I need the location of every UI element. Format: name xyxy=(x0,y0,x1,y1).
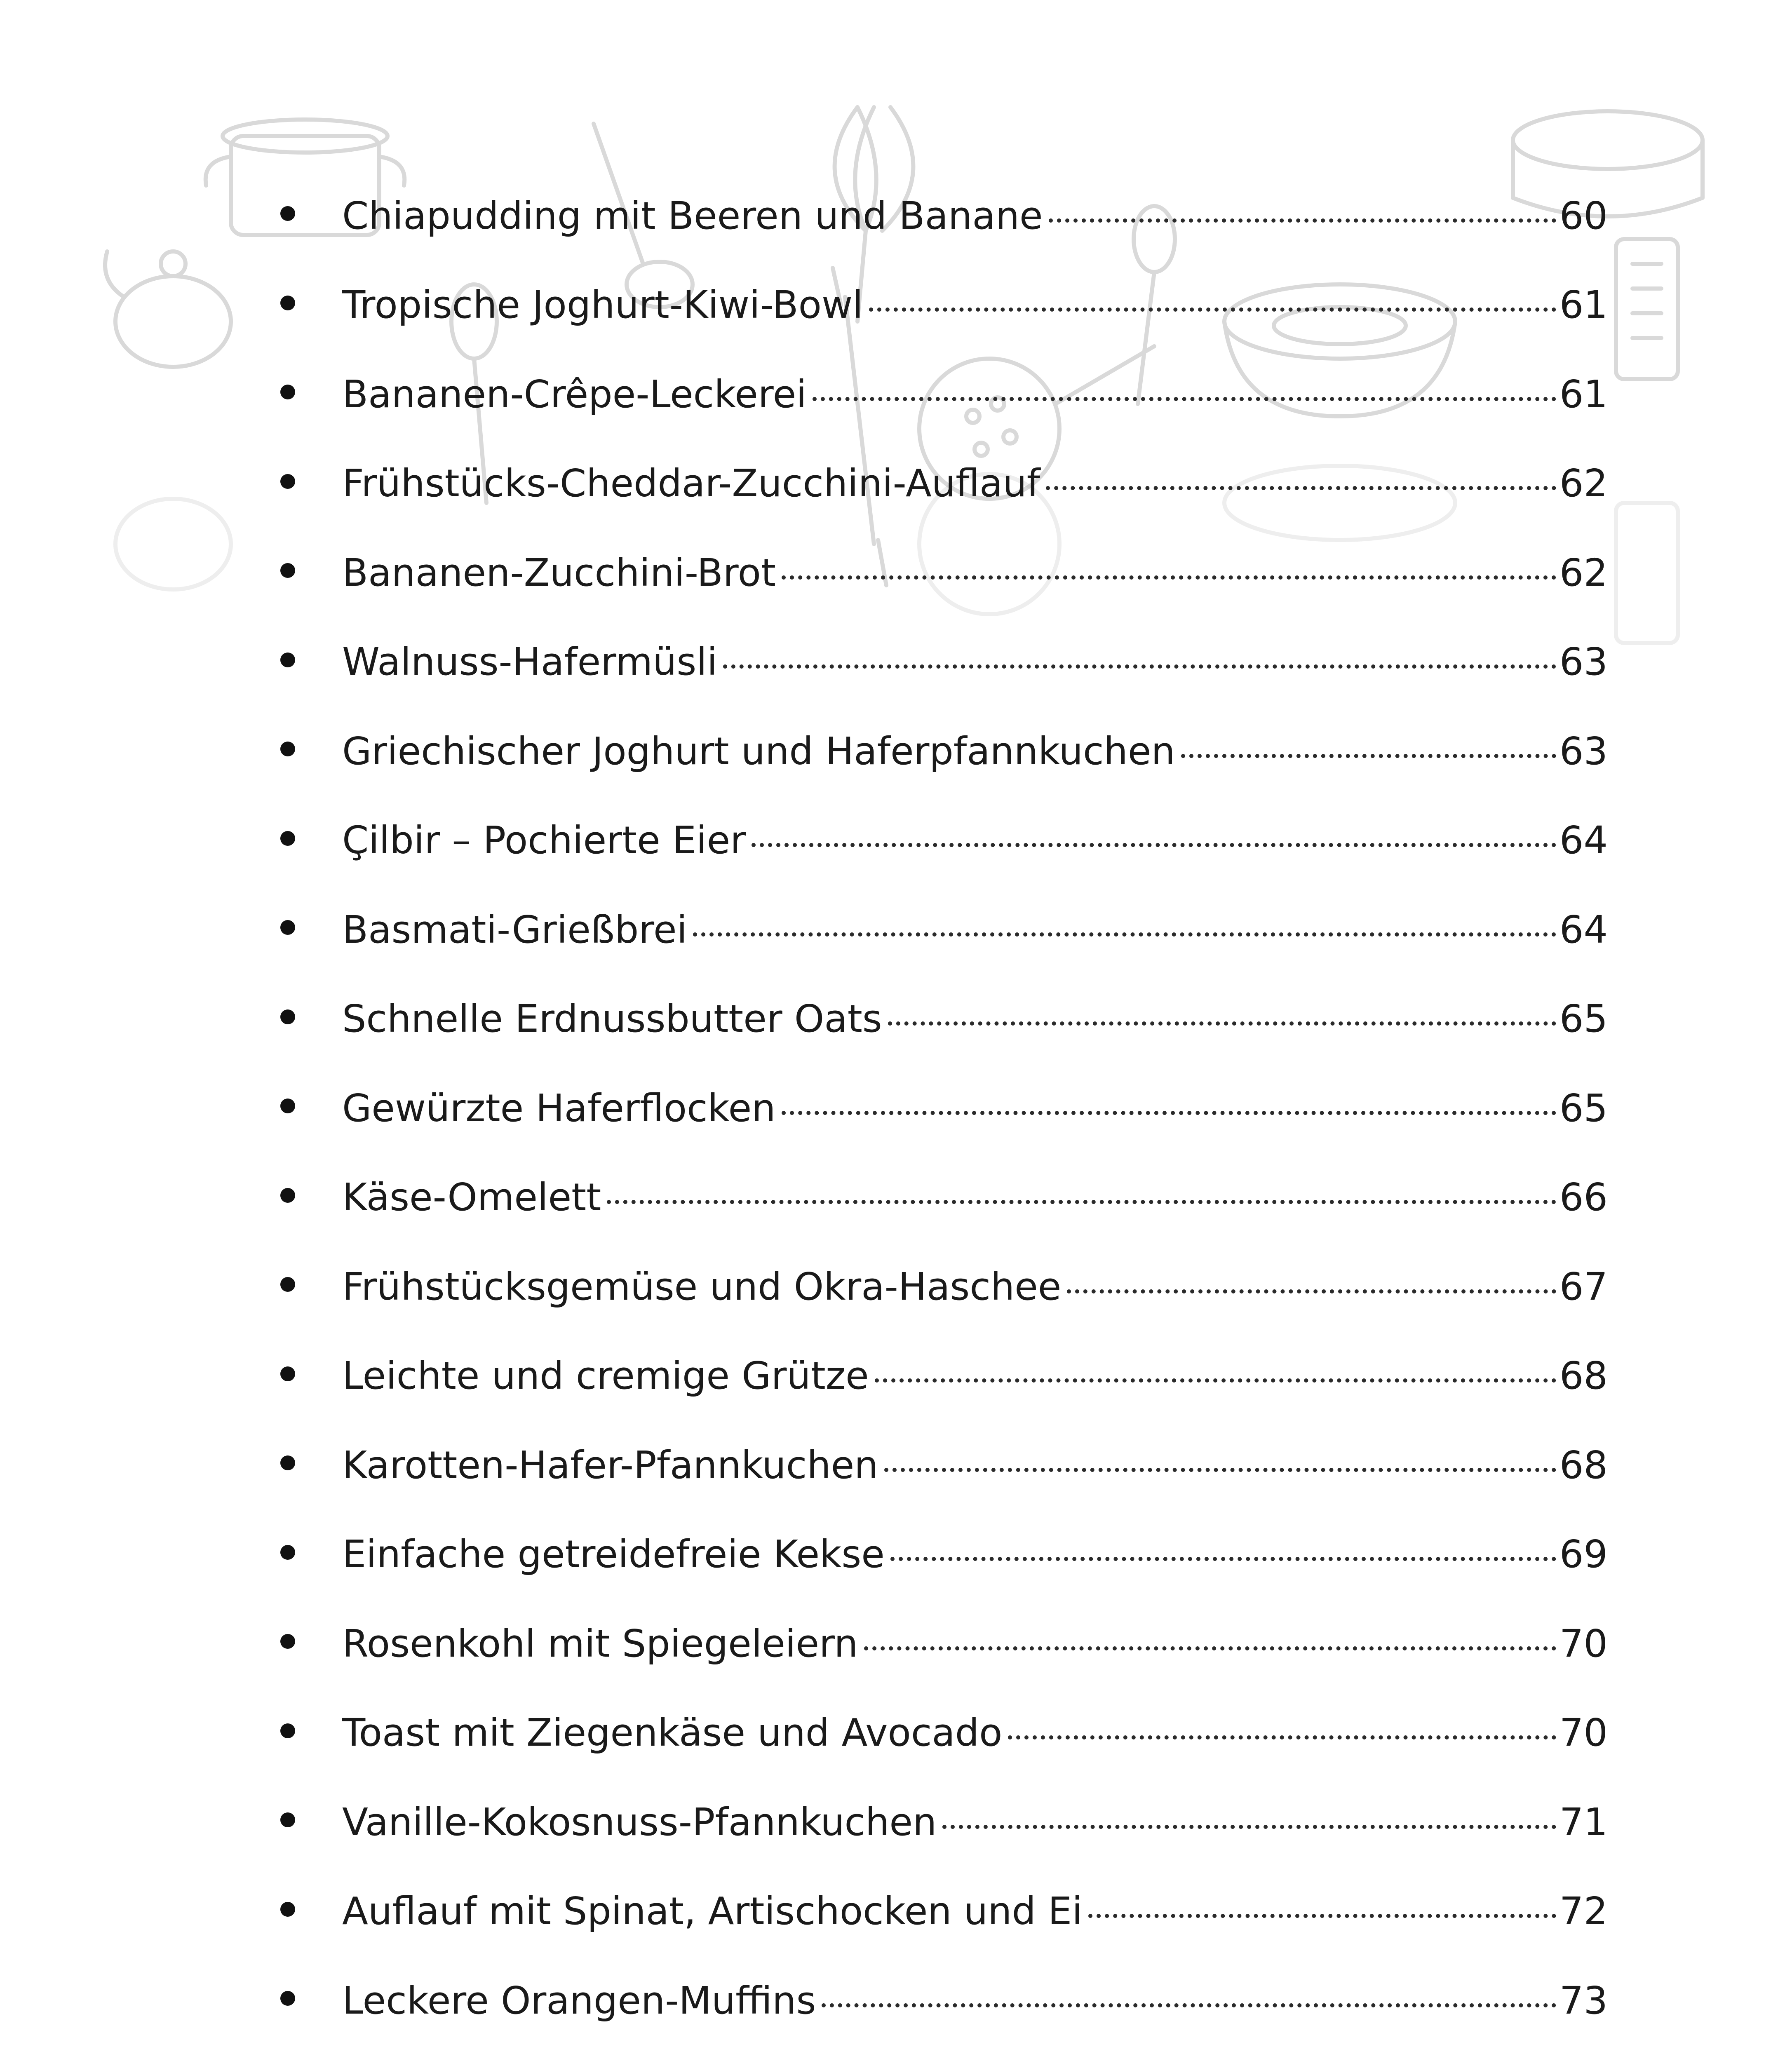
toc-entry[interactable] xyxy=(272,258,1608,348)
toc-entry-line xyxy=(342,1708,1608,1753)
toc-entry-line xyxy=(342,1976,1608,2021)
bullet-icon xyxy=(280,1188,295,1203)
toc-entry-title: Vanille-Kokosnuss-Pfannkuchen xyxy=(342,1800,937,1844)
toc-entry[interactable] xyxy=(272,1954,1608,2043)
toc-entry[interactable] xyxy=(272,615,1608,705)
toc-entry-title: Chiapudding mit Beeren und Banane xyxy=(342,193,1043,238)
toc-entry-line xyxy=(342,1172,1608,1218)
toc-entry[interactable] xyxy=(272,2043,1608,2061)
dot-leader xyxy=(782,548,1556,586)
toc-entry[interactable] xyxy=(272,437,1608,526)
toc-entry-page: 61 xyxy=(1559,372,1608,416)
bullet-icon xyxy=(280,1277,295,1292)
toc-entry-line xyxy=(342,1351,1608,1397)
dot-leader xyxy=(864,1619,1556,1657)
toc-entry-page: 60 xyxy=(1559,193,1608,238)
dot-leader xyxy=(1088,1886,1556,1924)
dot-leader xyxy=(884,1440,1556,1478)
bullet-icon xyxy=(280,920,295,935)
toc-entry-page: 65 xyxy=(1559,997,1608,1041)
toc-entry-page: 67 xyxy=(1559,1264,1608,1309)
toc-entry-line xyxy=(342,1083,1608,1129)
bullet-icon xyxy=(280,653,295,667)
toc-entry-page: 66 xyxy=(1559,1175,1608,1220)
toc-entry-line xyxy=(342,905,1608,951)
toc-entry[interactable] xyxy=(272,347,1608,437)
toc-entry-line xyxy=(342,994,1608,1040)
toc-entry[interactable] xyxy=(272,1240,1608,1329)
toc-entry-title: Walnuss-Hafermüsli xyxy=(342,640,718,684)
dot-leader xyxy=(888,994,1556,1032)
toc-entry[interactable] xyxy=(272,1865,1608,1954)
toc-entry[interactable] xyxy=(272,1508,1608,1597)
toc-entry[interactable] xyxy=(272,794,1608,883)
toc-entry-line xyxy=(342,369,1608,415)
toc-entry[interactable] xyxy=(272,972,1608,1062)
bullet-icon xyxy=(280,206,295,221)
toc-entry-page: 72 xyxy=(1559,1889,1608,1934)
toc-entry-title: Bananen-Crêpe-Leckerei xyxy=(342,372,807,416)
toc-entry[interactable] xyxy=(272,1775,1608,1865)
table-of-contents xyxy=(272,169,1608,2061)
toc-entry-title: Leichte und cremige Grütze xyxy=(342,1354,869,1398)
dot-leader xyxy=(1181,726,1556,764)
toc-entry-line xyxy=(342,191,1608,237)
toc-entry[interactable] xyxy=(272,1329,1608,1419)
toc-entry[interactable] xyxy=(272,704,1608,794)
toc-entry-line xyxy=(342,1440,1608,1486)
dot-leader xyxy=(1067,1262,1556,1300)
toc-entry-line xyxy=(342,458,1608,504)
toc-entry-title: Karotten-Hafer-Pfannkuchen xyxy=(342,1443,878,1487)
toc-entry-line xyxy=(342,1529,1608,1575)
toc-entry-title: Toast mit Ziegenkäse und Avocado xyxy=(342,1711,1003,1755)
bullet-icon xyxy=(280,831,295,846)
dot-leader xyxy=(869,280,1556,318)
dot-leader xyxy=(875,1351,1556,1389)
toc-entry-line xyxy=(342,815,1608,861)
toc-entry-line xyxy=(342,1886,1608,1932)
bullet-icon xyxy=(280,385,295,399)
toc-entry-page: 61 xyxy=(1559,283,1608,327)
toc-entry-title: Bananen-Zucchini-Brot xyxy=(342,550,776,595)
bullet-icon xyxy=(280,1812,295,1827)
toc-entry-title: Schnelle Erdnussbutter Oats xyxy=(342,997,882,1041)
toc-entry-title: Leckere Orangen-Muffins xyxy=(342,1978,816,2023)
bullet-icon xyxy=(280,742,295,756)
bullet-icon xyxy=(280,296,295,310)
dot-leader xyxy=(693,905,1556,943)
toc-entry-title: Gewürzte Haferflocken xyxy=(342,1086,776,1130)
toc-entry[interactable] xyxy=(272,1686,1608,1776)
toc-entry-line xyxy=(342,1262,1608,1307)
kettle-icon xyxy=(105,251,231,367)
toc-entry[interactable] xyxy=(272,1597,1608,1686)
toc-entry[interactable] xyxy=(272,1418,1608,1508)
toc-entry-line xyxy=(342,1619,1608,1664)
toc-entry-page: 70 xyxy=(1559,1711,1608,1755)
toc-entry-line xyxy=(342,280,1608,326)
dot-leader xyxy=(752,815,1556,853)
bullet-icon xyxy=(280,1009,295,1024)
bullet-icon xyxy=(280,474,295,489)
toc-entry-title: Griechischer Joghurt und Haferpfannkuchen xyxy=(342,729,1175,773)
dot-leader xyxy=(1008,1708,1556,1746)
toc-entry-page: 64 xyxy=(1559,907,1608,952)
bullet-icon xyxy=(280,1634,295,1649)
bullet-icon xyxy=(280,1099,295,1113)
toc-entry[interactable] xyxy=(272,169,1608,258)
toc-entry-title: Auflauf mit Spinat, Artischocken und Ei xyxy=(342,1889,1083,1934)
toc-entry-title: Frühstücksgemüse und Okra-Haschee xyxy=(342,1264,1062,1309)
toc-entry-page: 62 xyxy=(1559,550,1608,595)
toc-entry-page: 63 xyxy=(1559,729,1608,773)
toc-entry-page: 71 xyxy=(1559,1800,1608,1844)
toc-entry[interactable] xyxy=(272,883,1608,972)
toc-entry-title: Frühstücks-Cheddar-Zucchini-Auflauf xyxy=(342,461,1040,506)
bullet-icon xyxy=(280,1902,295,1917)
dot-leader xyxy=(607,1172,1556,1210)
dot-leader xyxy=(1046,458,1556,496)
grater-icon xyxy=(1616,239,1678,379)
toc-entry-title: Rosenkohl mit Spiegeleiern xyxy=(342,1621,858,1666)
dot-leader xyxy=(1049,191,1556,229)
bullet-icon xyxy=(280,1545,295,1560)
toc-entry-line xyxy=(342,1797,1608,1843)
toc-entry[interactable] xyxy=(272,526,1608,615)
dot-leader xyxy=(822,1976,1556,2014)
toc-entry-line xyxy=(342,637,1608,683)
bullet-icon xyxy=(280,1723,295,1738)
toc-entry-page: 63 xyxy=(1559,640,1608,684)
dot-leader xyxy=(890,1529,1556,1567)
bullet-icon xyxy=(280,1455,295,1470)
bullet-icon xyxy=(280,563,295,578)
toc-entry-title: Käse-Omelett xyxy=(342,1175,601,1220)
toc-entry-page: 65 xyxy=(1559,1086,1608,1130)
toc-entry-title: Einfache getreidefreie Kekse xyxy=(342,1532,885,1577)
toc-entry-line xyxy=(342,548,1608,594)
bullet-icon xyxy=(280,1366,295,1381)
toc-entry-title: Çilbir – Pochierte Eier xyxy=(342,818,746,863)
toc-entry-page: 62 xyxy=(1559,461,1608,506)
bullet-icon xyxy=(280,1991,295,2006)
dot-leader xyxy=(942,1797,1556,1835)
toc-entry-page: 70 xyxy=(1559,1621,1608,1666)
dot-leader xyxy=(782,1083,1556,1121)
toc-entry-page: 68 xyxy=(1559,1354,1608,1398)
toc-entry-title: Tropische Joghurt-Kiwi-Bowl xyxy=(342,283,863,327)
toc-entry-page: 69 xyxy=(1559,1532,1608,1577)
toc-entry-page: 68 xyxy=(1559,1443,1608,1487)
dot-leader xyxy=(813,369,1556,407)
dot-leader xyxy=(723,637,1556,675)
toc-entry-page: 64 xyxy=(1559,818,1608,863)
toc-entry-page: 73 xyxy=(1559,1978,1608,2023)
toc-entry-title: Basmati-Grießbrei xyxy=(342,907,688,952)
toc-entry[interactable] xyxy=(272,1061,1608,1151)
toc-entry[interactable] xyxy=(272,1151,1608,1240)
toc-entry-line xyxy=(342,726,1608,772)
